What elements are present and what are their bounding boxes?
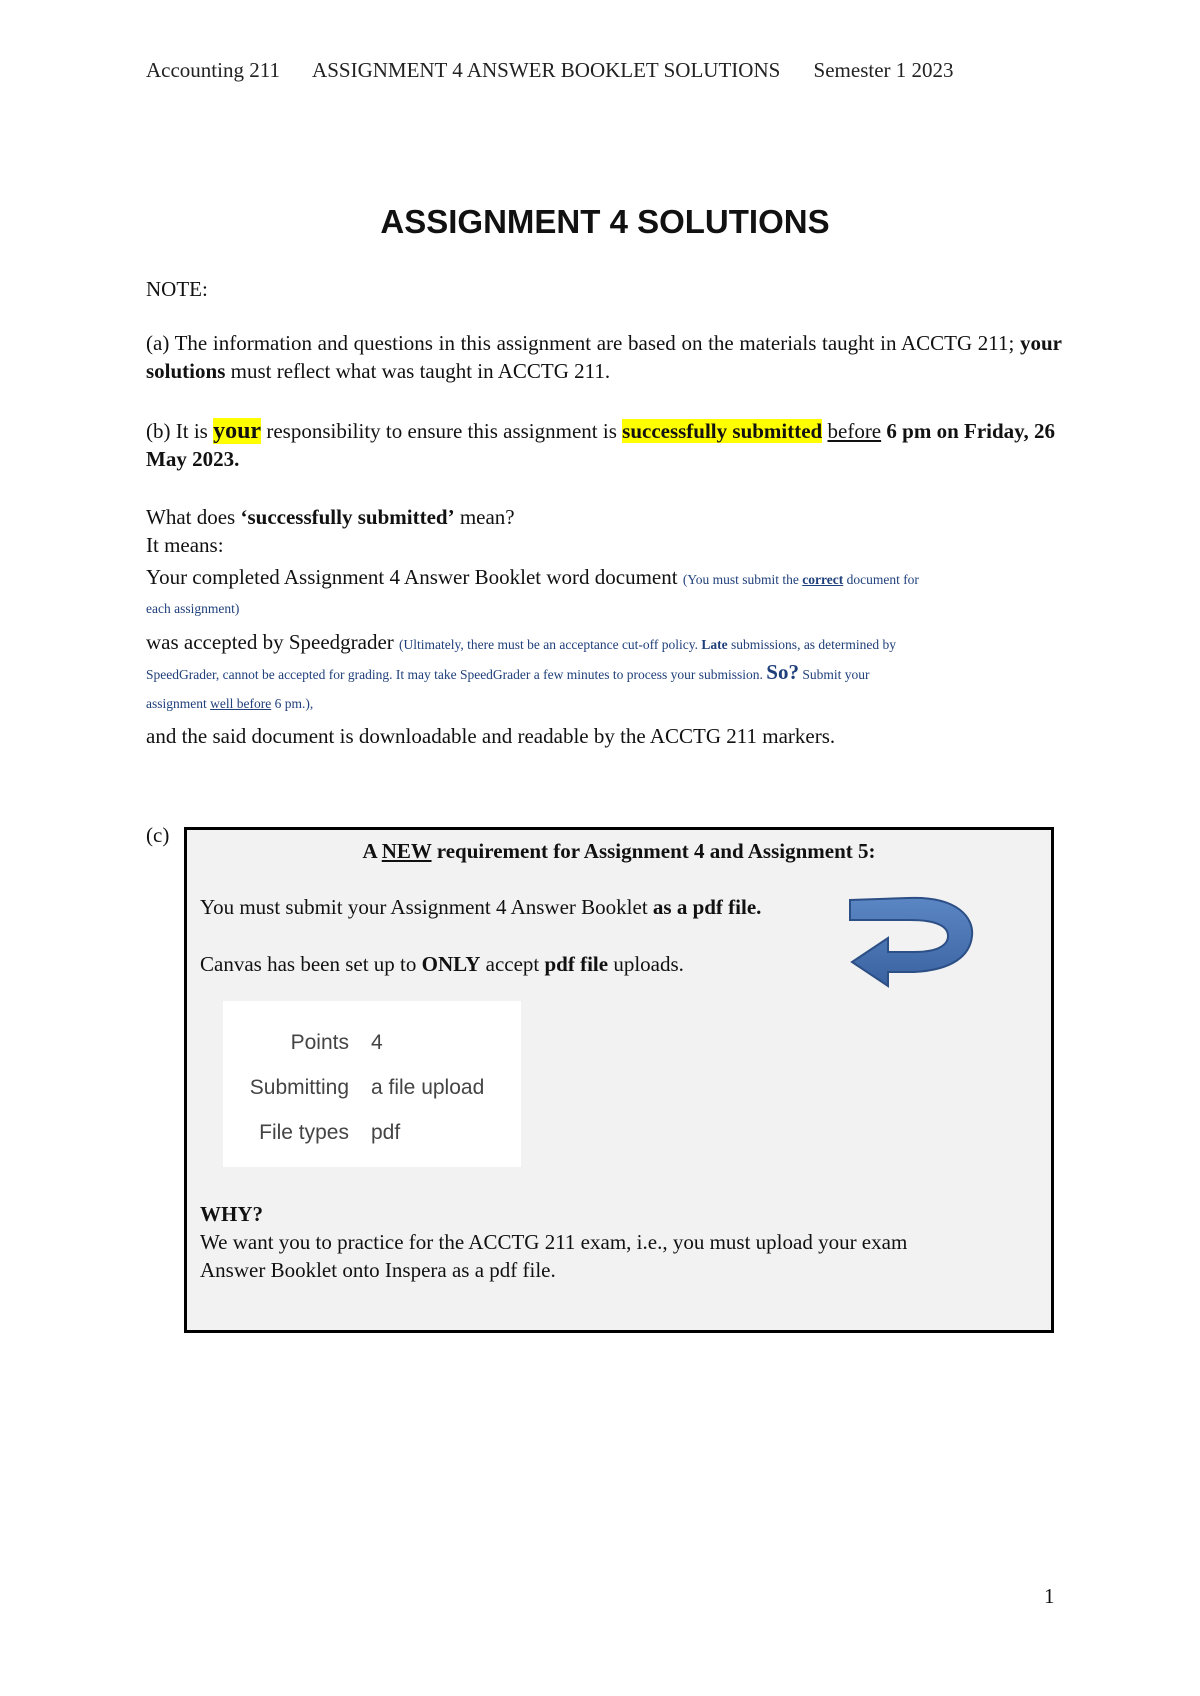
meaning-line-4 xyxy=(146,695,313,713)
item-c-label: (c) xyxy=(146,823,170,847)
canvas-settings-panel xyxy=(223,1001,521,1167)
header-semester: Semester 1 2023 xyxy=(813,58,954,82)
req-heading-new: NEW xyxy=(381,839,432,863)
page-header xyxy=(146,58,1066,83)
setting-label-file-types: File types xyxy=(259,1121,349,1144)
meaning-l4-note-a: assignment xyxy=(146,696,211,711)
page-number: 1 xyxy=(1044,1584,1055,1608)
meaning-l3-so: So? xyxy=(766,660,799,684)
setting-value-submitting: a file upload xyxy=(371,1076,485,1099)
note-label: NOTE: xyxy=(146,277,208,301)
req-line1-b: as a pdf file. xyxy=(652,895,762,919)
meaning-line-3 xyxy=(146,660,869,685)
item-b-text-1: (b) It is xyxy=(146,419,214,443)
setting-label-points: Points xyxy=(290,1031,349,1054)
meaning-l1: Your completed Assignment 4 Answer Booklet word document xyxy=(146,565,683,589)
meaning-line-1 xyxy=(146,563,919,591)
item-b-deadline: 6 pm on Friday, 26 May 2023. xyxy=(146,419,1055,471)
meaning-line-5: and the said document is downloadable and readable by the ACCTG 211 markers. xyxy=(146,724,836,748)
meaning-l2-note-b: submissions, as determined by xyxy=(727,637,897,652)
item-a xyxy=(146,329,1062,385)
req-line2-pdf: pdf file xyxy=(544,952,609,976)
requirement-line-1 xyxy=(200,893,761,921)
setting-value-points: 4 xyxy=(371,1031,383,1054)
req-line1-a: You must submit your Assignment 4 Answer Booklet xyxy=(200,895,653,919)
why-heading: WHY? xyxy=(200,1202,263,1226)
meaning-l4-well-before: well before xyxy=(210,696,272,711)
req-heading-b: requirement for Assignment 4 and Assignment 5: xyxy=(431,839,876,863)
item-b xyxy=(146,417,1076,473)
item-b-your: your xyxy=(213,418,262,444)
setting-label-submitting: Submitting xyxy=(249,1076,349,1099)
item-a-text-2: must reflect what was taught in ACCTG 211. xyxy=(225,359,611,383)
req-line2-b: accept xyxy=(480,952,545,976)
curved-return-arrow-icon xyxy=(848,890,976,990)
meaning-q1: What does xyxy=(146,505,241,529)
header-course: Accounting 211 xyxy=(146,58,280,82)
meaning-l2: was accepted by Speedgrader xyxy=(146,630,400,654)
why-line-1: We want you to practice for the ACCTG 211 exam, i.e., you must upload your exam xyxy=(200,1230,908,1254)
req-line2-only: ONLY xyxy=(421,952,481,976)
it-means: It means: xyxy=(146,533,224,557)
item-b-before: before xyxy=(827,419,882,443)
setting-value-file-types: pdf xyxy=(371,1121,401,1144)
item-b-text-2: responsibility to ensure this assignment is xyxy=(261,419,623,443)
requirement-heading xyxy=(184,837,1054,865)
item-b-submitted: successfully submitted xyxy=(622,419,823,443)
meaning-l3-note-a: SpeedGrader, cannot be accepted for grading. It may take SpeedGrader a few minutes to process your submission. xyxy=(146,667,767,682)
meaning-l4-note-b: 6 pm.), xyxy=(271,696,314,711)
meaning-q2: mean? xyxy=(454,505,515,529)
meaning-question xyxy=(146,503,515,531)
requirement-line-2 xyxy=(200,950,684,978)
meaning-l3-note-b: Submit your xyxy=(798,667,870,682)
meaning-l1-note-b: document for xyxy=(843,572,919,587)
req-heading-a: A xyxy=(362,839,382,863)
why-line-2: Answer Booklet onto Inspera as a pdf file. xyxy=(200,1258,556,1282)
meaning-l1-note-a: (You must submit the xyxy=(682,572,803,587)
req-line2-a: Canvas has been set up to xyxy=(200,952,422,976)
page-title: ASSIGNMENT 4 SOLUTIONS xyxy=(380,203,830,240)
meaning-line-2 xyxy=(146,628,896,656)
meaning-q-bold: ‘successfully submitted’ xyxy=(240,505,455,529)
req-line2-c: uploads. xyxy=(608,952,684,976)
header-doc-title: ASSIGNMENT 4 ANSWER BOOKLET SOLUTIONS xyxy=(312,58,781,82)
item-a-text-1: (a) The information and questions in this assignment are based on the materials taught in ACCTG 211; xyxy=(146,331,1020,355)
item-a-bold: your solutions xyxy=(146,331,1062,383)
meaning-line-1b: each assignment) xyxy=(146,601,240,616)
meaning-l2-note-a: (Ultimately, there must be an acceptance cut-off policy. xyxy=(399,637,702,652)
meaning-l1-correct: correct xyxy=(802,572,844,587)
meaning-l2-late: Late xyxy=(701,637,728,652)
